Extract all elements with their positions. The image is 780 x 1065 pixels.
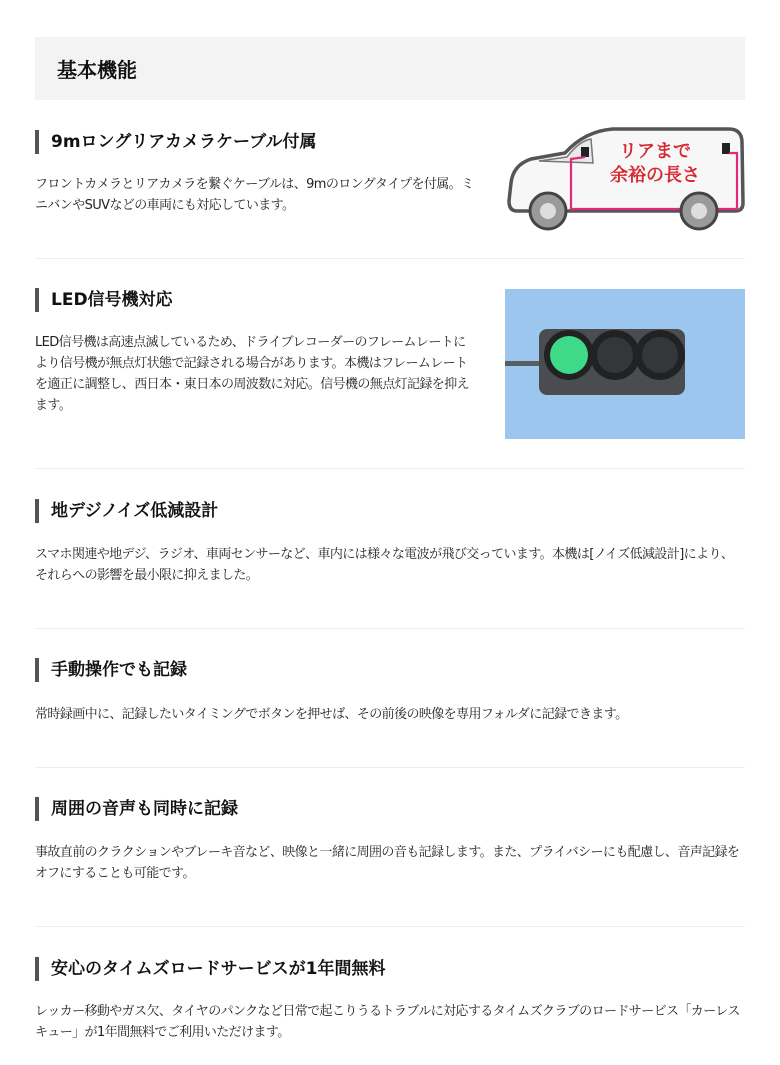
header-box [35, 37, 745, 100]
rear-camera-icon [722, 143, 730, 154]
divider [35, 767, 745, 768]
section-body: スマホ関連や地デジ、ラジオ、車両センサーなど、車内には様々な電波が飛び交っています。本機は[ノイズ低減設計]により、それらへの影響を最小限に抑えました。 [35, 547, 734, 583]
section-body: 事故直前のクラクションやブレーキ音など、映像と一緒に周囲の音も記録します。また、プライバシーにも配慮し、音声記録をオフにすることも可能です。 [35, 845, 740, 881]
led-traffic-light-photo [505, 289, 745, 439]
van-cable-illustration [503, 125, 746, 231]
section-title: 手動操作でも記録 [35, 658, 187, 682]
front-camera-icon [581, 147, 589, 157]
section-body: フロントカメラとリアカメラを繋ぐケーブルは、9mのロングタイプを付属。ミニバンやSUVなどの車両にも対応しています。 [35, 177, 474, 213]
section-title: 周囲の音声も同時に記録 [35, 797, 238, 821]
green-lamp-icon [550, 336, 588, 374]
section-body: 常時録画中に、記録したいタイミングでボタンを押せば、その前後の映像を専用フォルダに記録できます。 [35, 707, 628, 722]
section-title: 地デジノイズ低減設計 [35, 499, 218, 523]
red-lamp-icon [642, 337, 678, 373]
yellow-lamp-icon [597, 337, 633, 373]
divider [35, 926, 745, 927]
divider [35, 258, 745, 259]
page-title: 基本機能 [57, 58, 137, 82]
front-hub [540, 203, 556, 219]
section-body: レッカー移動やガス欠、タイヤのパンクなど日常で起こりうるトラブルに対応するタイムズクラブのロードサービス「カーレスキュー」が1年間無料でご利用いただけます。 [35, 1004, 740, 1040]
caption-line2: 余裕の長さ [610, 165, 700, 185]
divider [35, 468, 745, 469]
section-title: 9mロングリアカメラケーブル付属 [35, 130, 317, 154]
section-title: LED信号機対応 [35, 288, 173, 312]
caption-line1: リアまで [619, 141, 691, 161]
divider [35, 628, 745, 629]
section-body: LED信号機は高速点滅しているため、ドライブレコーダーのフレームレートにより信号機が無点灯状態で記録される場合があります。本機はフレームレートを適正に調整し、西日本・東日本の周波数に対応。信号機の無点灯記録を抑えます。 [35, 335, 470, 413]
rear-hub [691, 203, 707, 219]
section-title: 安心のタイムズロードサービスが1年間無料 [35, 957, 386, 981]
